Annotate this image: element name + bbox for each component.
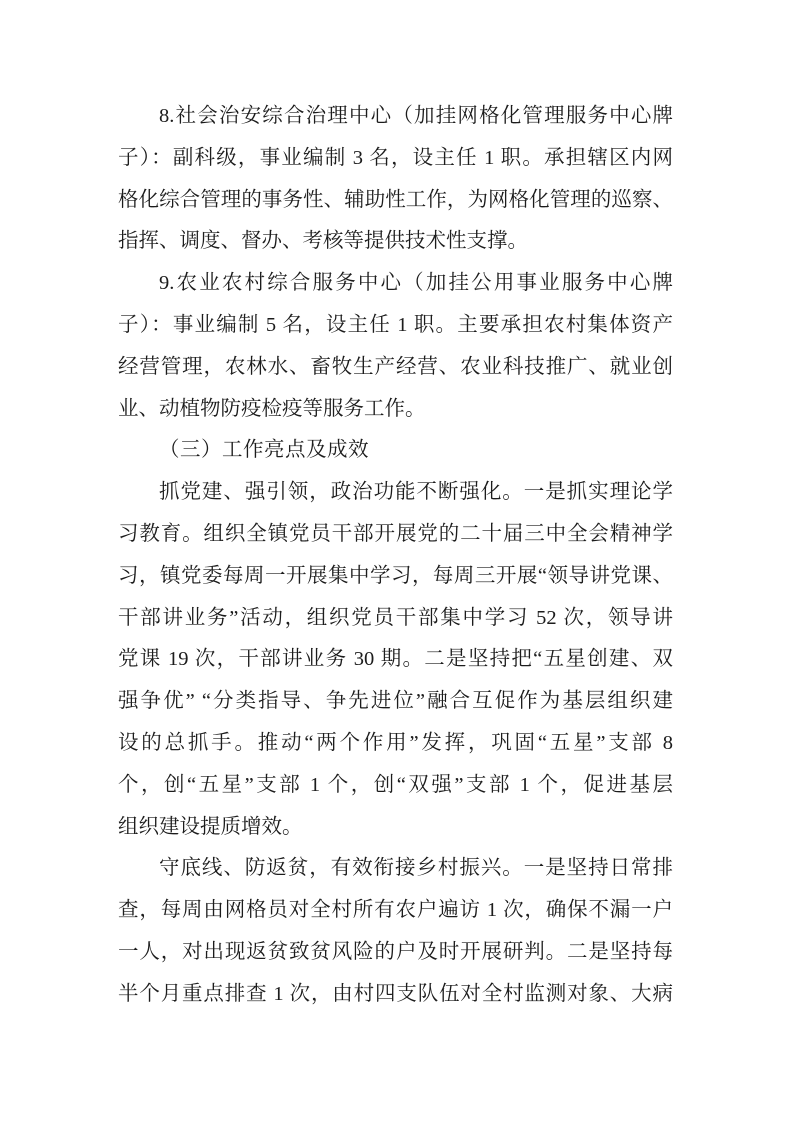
text-line: 组织建设提质增效。	[118, 815, 303, 838]
text-line: 子）：事业编制 5 名，设主任 1 职。主要承担农村集体资产	[118, 313, 673, 336]
text-line: 守底线、防返贫，有效衔接乡村振兴。一是坚持日常排	[159, 857, 673, 880]
text-line: 干部讲业务”活动，组织党员干部集中学习 52 次，领导讲	[118, 606, 673, 629]
text-line: 指挥、调度、督办、考核等提供技术性支撑。	[118, 230, 528, 253]
text-line: 9.农业农村综合服务中心（加挂公用事业服务中心牌	[159, 272, 673, 295]
section-heading-text: （三）工作亮点及成效	[159, 439, 369, 462]
text-line: 个，创“五星”支部 1 个，创“双强”支部 1 个，促进基层	[118, 773, 673, 796]
text-line: 党课 19 次，干部讲业务 30 期。二是坚持把“五星创建、双	[118, 648, 673, 671]
text-line: 一人，对出现返贫致贫风险的户及时开展研判。二是坚持每	[118, 940, 673, 963]
text-line: 设的总抓手。推动“两个作用”发挥，巩固“五星”支部 8	[118, 731, 673, 754]
text-line: 习，镇党委每周一开展集中学习，每周三开展“领导讲党课、	[118, 564, 673, 587]
text-line: 格化综合管理的事务性、辅助性工作，为网格化管理的巡察、	[118, 188, 673, 211]
text-line: 子）：副科级，事业编制 3 名，设主任 1 职。承担辖区内网	[118, 146, 673, 169]
text-line: 业、动植物防疫检疫等服务工作。	[118, 397, 426, 420]
text-line: 半个月重点排查 1 次，由村四支队伍对全村监测对象、大病	[118, 982, 673, 1005]
document-body	[118, 96, 673, 1016]
text-line: 查，每周由网格员对全村所有农户遍访 1 次，确保不漏一户	[118, 899, 673, 922]
text-line: 强争优” “分类指导、争先进位”融合互促作为基层组织建	[118, 690, 673, 713]
text-line: 抓党建、强引领，政治功能不断强化。一是抓实理论学	[159, 481, 673, 504]
text-line: 经营管理，农林水、畜牧生产经营、农业科技推广、就业创	[118, 355, 673, 378]
text-line: 习教育。组织全镇党员干部开展党的二十届三中全会精神学	[118, 522, 673, 545]
text-line: 8.社会治安综合治理中心（加挂网格化管理服务中心牌	[159, 105, 673, 127]
